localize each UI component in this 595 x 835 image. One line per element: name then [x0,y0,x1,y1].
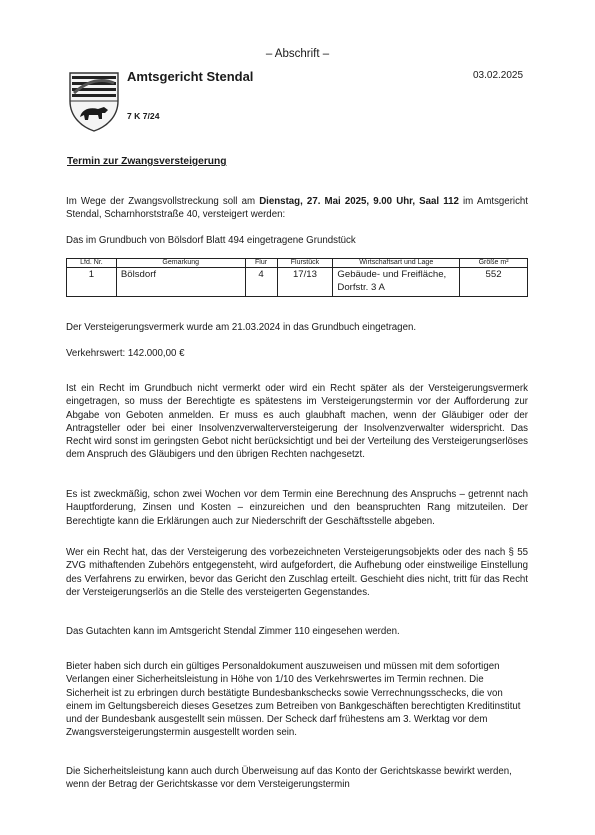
paragraph-ueberweisung: Die Sicherheitsleistung kann auch durch Überweisung auf das Konto der Gerichtskasse bewirkt werden, wenn der Betrag der Gerichtskasse vor dem Versteigerungstermin [66,766,512,791]
col-header-flur: Flur [245,259,277,268]
paragraph-gutachten: Das Gutachten kann im Amtsgericht Stendal Zimmer 110 eingesehen werden. [66,626,400,637]
paragraph-sicherheit: Bieter haben sich durch ein gültiges Personaldokument auszuweisen und müssen mit dem sofortigen Verlangen einer Sicherheitsleistung in Höhe von 1/10 des Verkehrswertes im Termin rechnen. Die Sicherheit ist zu erbringen durch bestätigte Bundesbankschecks sowie Verrechnungsschecks, die von einem im Geltungsbereich dieses Gesetzes zum Betreiben von Bankgeschäften berechtigten Kreditinstitut und der Bundesbank ausgestellt sein müssen. Der Scheck darf frühestens am 3. Werktag vor dem Zwangsversteigerungstermin ausgestellt worden sein. [66,661,521,739]
cell-groesse: 552 [460,268,528,297]
cell-wirtschaftsart: Gebäude- und Freifläche, Dorfstr. 3 A [333,268,460,297]
table-row [67,268,528,297]
paragraph-anmeldung: Ist ein Recht im Grundbuch nicht vermerkt oder wird ein Recht später als der Versteigerungsvermerk eingetragen, so muss der Berechtigte es spätestens im Versteigerungstermin vor der Aufforderung zur Abgabe von Geboten anmelden. Er muss es auch glaubhaft machen, wenn der Gläubiger oder der Antragsteller oder bei einer Insolvenzverwalterversteigerung der Insolvenzverwalter widerspricht. Das Recht wird sonst im geringsten Gebot nicht berücksichtigt und bei der Verteilung des Versteigerungserlöses dem Anspruch des Gläubigers und den übrigen Rechten nachgesetzt. [66,383,528,461]
cell-flurstueck: 17/13 [277,268,333,297]
document-date: 03.02.2025 [473,70,524,81]
property-table [66,258,528,297]
col-header-flurstueck: Flurstück [277,259,333,268]
col-header-gemarkung: Gemarkung [116,259,245,268]
intro-text-2: im Amtsgericht Stendal, Scharnhorststraße 40, versteigert werden: [66,196,528,221]
cell-flur: 4 [245,268,277,297]
intro-text-1: Im Wege der Zwangsvollstreckung soll am [66,196,260,207]
coat-of-arms-icon [68,71,120,133]
col-header-wirtschaftsart: Wirtschaftsart und Lage [333,259,460,268]
vermerk-text: Der Versteigerungsvermerk wurde am 21.03.2024 in das Grundbuch eingetragen. [66,322,417,333]
col-header-groesse: Größe m² [460,259,528,268]
verkehrswert-text: Verkehrswert: 142.000,00 € [66,348,185,359]
col-header-lfd-nr: Lfd. Nr. [67,259,117,268]
paragraph-berechnung: Es ist zweckmäßig, schon zwei Wochen vor dem Termin eine Berechnung des Anspruchs – getrennt nach Hauptforderung, Zinsen und Kosten – einzureichen und den beanspruchten Rang mitzuteilen. Der Berechtigte kann die Erklärungen auch zur Niederschrift der Geschäftsstelle abgeben. [66,489,528,527]
page-title: Termin zur Zwangsversteigerung [67,156,227,167]
grundbuch-line: Das im Grundbuch von Bölsdorf Blatt 494 eingetragene Grundstück [66,235,356,246]
court-name: Amtsgericht Stendal [127,69,254,84]
paragraph-aufhebung: Wer ein Recht hat, das der Versteigerung des vorbezeichneten Versteigerungsobjekts oder des nach § 55 ZVG mithaftenden Zubehörs entgegensteht, wird aufgefordert, die Aufhebung oder einstweilige Einstellung des Verfahrens zu erwirken, bevor das Gericht den Zuschlag erteilt. Geschieht dies nicht, tritt für das Recht der Versteigerungserlös an die Stelle des versteigerten Gegenstandes. [66,547,528,598]
case-number: 7 K 7/24 [127,111,160,121]
intro-date-emphasis: Dienstag, 27. Mai 2025, 9.00 Uhr, Saal 112 [259,196,459,207]
intro-paragraph [66,195,528,222]
cell-lfd-nr: 1 [67,268,117,297]
abschrift-label: – Abschrift – [265,48,330,60]
cell-gemarkung: Bölsdorf [116,268,245,297]
table-header-row [67,259,528,268]
